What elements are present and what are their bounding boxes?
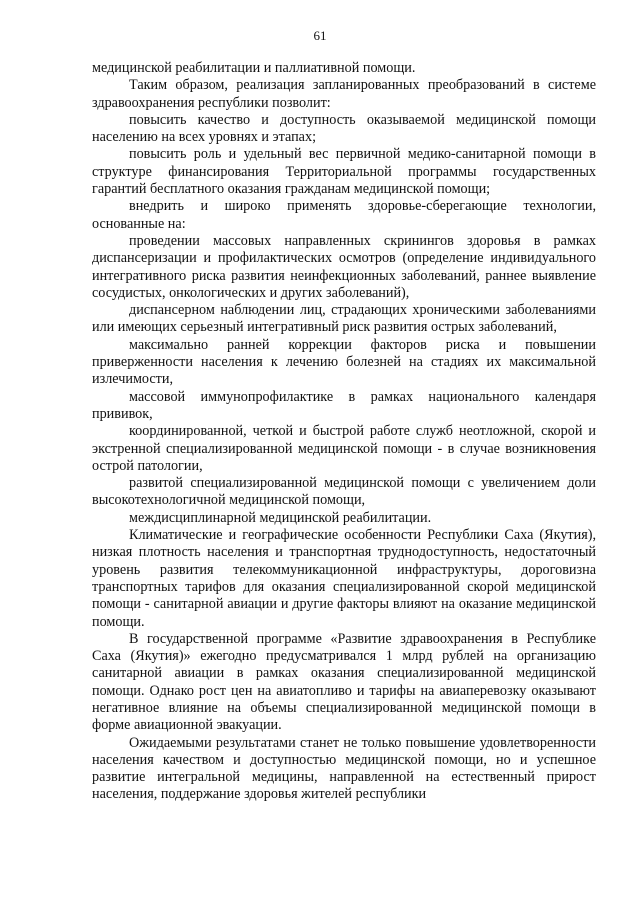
paragraph: проведении массовых направленных скринингов здоровья в рамках диспансеризации и профилактических осмотров (определение индивидуального интегративного риска развития неинфекционных заболеваний, раннее выявление сосудистых, онкологических и других заболеваний), (92, 232, 596, 301)
document-body (92, 60, 596, 804)
page-number: 61 (313, 28, 327, 43)
paragraph: диспансерном наблюдении лиц, страдающих хроническими заболеваниями или имеющих серьезный интегративный риск развития острых заболеваний, (92, 302, 596, 336)
paragraph: координированной, четкой и быстрой работе служб неотложной, скорой и экстренной специализированной медицинской помощи - в случае возникновения острой патологии, (92, 423, 596, 474)
paragraph: внедрить и широко применять здоровье-сберегающие технологии, основанные на: (92, 198, 596, 232)
paragraph: Таким образом, реализация запланированных преобразований в системе здравоохранения республики позволит: (92, 77, 596, 111)
paragraph: Климатические и географические особенности Республики Саха (Якутия), низкая плотность населения и транспортная труднодоступность, недостаточный уровень развития телекоммуникационной инфраструктуры, дороговизна транспортных тарифов для оказания специализированной скорой медицинской помощи - санитарной авиации и другие факторы влияют на оказание медицинской помощи. (92, 527, 596, 630)
paragraph: повысить качество и доступность оказываемой медицинской помощи населению на всех уровнях и этапах; (92, 111, 596, 146)
paragraph: массовой иммунопрофилактике в рамках национального календаря прививок, (92, 388, 596, 422)
paragraph: междисциплинарной медицинской реабилитации. (129, 509, 432, 526)
paragraph: Ожидаемыми результатами станет не только повышение удовлетворенности населения качеством и доступностью медицинской помощи, но и успешное развитие интегральной медицины, направленной на естественный прирост населения, поддержание здоровья жителей республики (92, 734, 596, 803)
paragraph: медицинской реабилитации и паллиативной помощи. (92, 60, 416, 76)
paragraph: максимально ранней коррекции факторов риска и повышении приверженности населения к лечению болезней на стадиях их максимальной излечимости, (92, 336, 596, 388)
paragraph: В государственной программе «Развитие здравоохранения в Республике Саха (Якутия)» ежегодно предусматривался 1 млрд рублей на организацию санитарной авиации в рамках оказания специализированной медицинской помощи. Однако рост цен на авиатопливо и тарифы на авиаперевозку оказывают негативное влияние на объемы специализированной медицинской помощи в форме авиационной эвакуации. (92, 630, 596, 734)
paragraph: повысить роль и удельный вес первичной медико-санитарной помощи в структуре финансирования Территориальной программы государственных гарантий бесплатного оказания гражданам медицинской помощи; (92, 146, 596, 198)
paragraph: развитой специализированной медицинской помощи с увеличением доли высокотехнологичной медицинской помощи, (92, 475, 596, 509)
